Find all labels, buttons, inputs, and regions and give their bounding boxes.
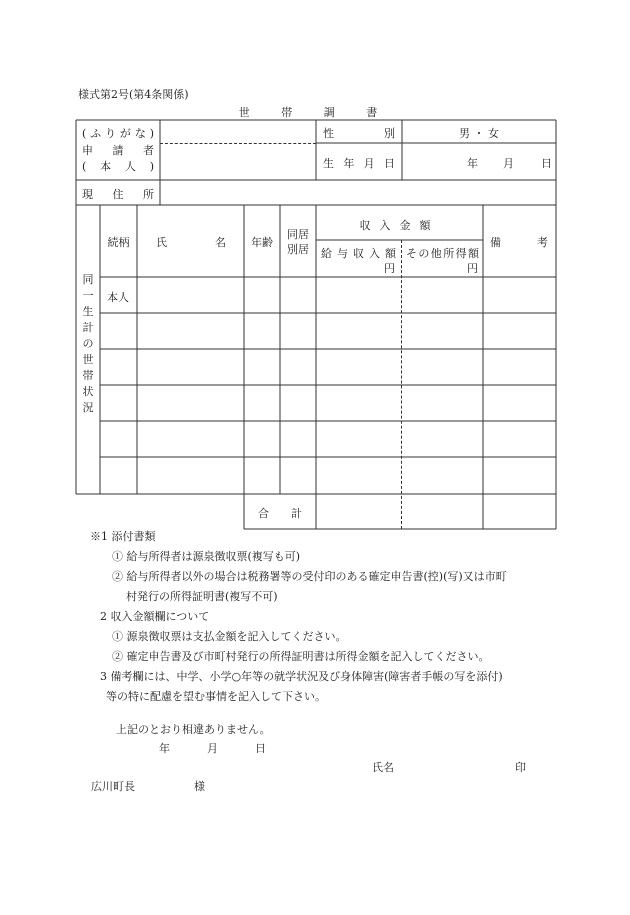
col-relation: 続柄 [107,236,130,249]
gender-label: 性別 [323,127,395,140]
birthdate-month: 月 [503,157,514,170]
col-cohabit: 同居 [287,228,309,241]
col-age: 年齢 [251,236,273,249]
birthdate-label: 生年月日 [323,157,395,170]
note-1-a: ① 給与所得者は源泉徴収票(複写も可) [112,550,301,563]
total-label: 合計 [258,507,302,520]
form-number: 様式第2号(第4条関係) [78,88,189,101]
declaration-text: 上記のとおり相違ありません。 [116,723,271,736]
declaration-year: 年 [159,742,170,755]
signer-name-label: 氏名 [372,761,394,774]
col-remarks: 備考 [490,236,548,249]
address-label: 現住所 [82,188,154,201]
note-2-b: ② 確定申告書及び市町村発行の所得証明書は所得金額を記入してください。 [112,650,490,663]
applicant-name-input[interactable] [161,144,315,179]
note-2-title: 2 収入金額欄について [100,610,210,623]
addressee: 広川町長 [91,780,135,793]
col-name: 氏名 [156,236,226,249]
col-separate: 別居 [287,243,309,256]
row-1-relation: 本人 [107,291,129,304]
birthdate-year: 年 [467,157,478,170]
note-3: 3 備考欄には、中学、小学○年等の就学状況及び身体障害(障害者手帳の写を添付) [100,670,503,683]
col-other: その他所得額 [406,247,479,260]
addressee-honorific: 様 [194,780,205,793]
note-1-b: ② 給与所得者以外の場合は税務署等の受付印のある確定申告書(控)(写)又は市町 [112,570,507,583]
seal-mark: 印 [515,761,526,774]
col-salary: 給与収入額 [321,247,396,260]
income-divider [401,240,402,529]
col-income: 収入金額 [359,219,440,232]
birthdate-day: 日 [541,157,552,170]
note-2-a: ① 源泉徴収票は支払金額を記入してください。 [112,630,347,643]
declaration-day: 日 [255,742,266,755]
declaration-month: 月 [207,742,218,755]
note-1-title: ※1 添付書類 [90,530,156,543]
self-label: (本人) [82,160,154,173]
col-other-unit: 円 [467,262,478,275]
address-input[interactable] [161,181,555,204]
gender-options[interactable]: 男 ・ 女 [459,127,499,140]
note-3-cont: 等の特に配慮を望む事情を記入して下さい。 [106,690,326,703]
page-title: 世 帯 調 書 [238,106,392,119]
note-1-b-cont: 村発行の所得証明書(複写不可) [126,590,278,603]
applicant-label: 申請者 [82,144,154,157]
notes-section [90,527,507,707]
col-salary-unit: 円 [384,262,395,275]
household-side-label: 同 一 生 計 の 世 帯 状 況 [82,273,94,414]
furigana-label: (ふりがな) [82,127,154,140]
furigana-input[interactable] [161,121,315,142]
